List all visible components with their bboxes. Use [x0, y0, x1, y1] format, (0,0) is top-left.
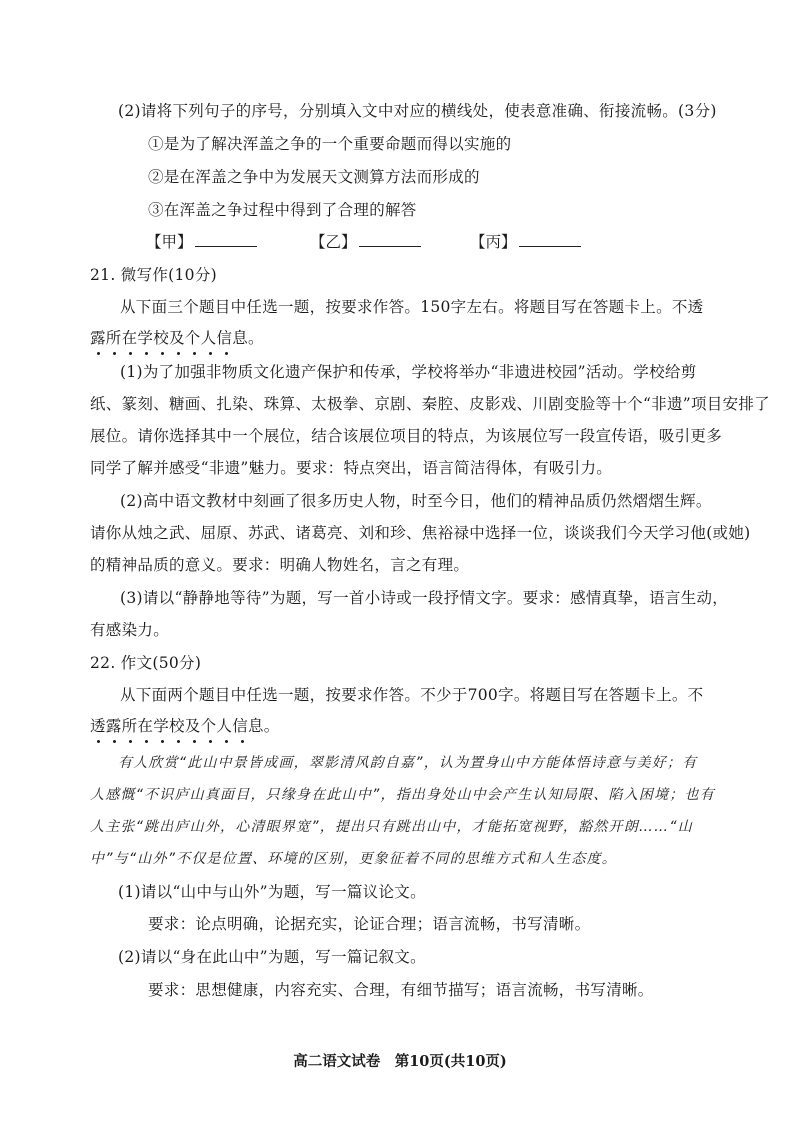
blank-jia-line [195, 230, 257, 247]
q20-option-2: ②是在浑盖之争中为发展天文测算方法而形成的 [148, 168, 480, 186]
q22-intro-line-1: 从下面两个题目中任选一题，按要求作答。不少于700字。将题目写在答题卡上。不 [120, 686, 704, 704]
emphasis-dot [193, 352, 196, 355]
q20-option-1: ①是为了解决浑盖之争的一个重要命题而得以实施的 [148, 135, 512, 153]
q22-material-line-3: 人主张“跳出庐山外，心清眼界宽”，提出只有跳出山中，才能拓宽视野，豁然开朗……“山 [90, 819, 693, 835]
emphasis-dot [129, 740, 132, 743]
blank-jia [146, 230, 257, 253]
emphasis-dot [209, 740, 212, 743]
q21-topic-1-line-3: 展位。请你选择其中一个展位，结合该展位项目的特点，为该展位写一段宣传语，吸引更多 [90, 427, 723, 445]
q21-heading: 21. 微写作(10分) [90, 266, 217, 284]
blank-jia-label: 【甲】 [146, 233, 193, 251]
blank-bing-line [519, 230, 581, 247]
emphasis-dot [97, 740, 100, 743]
q22-topic-2-title: (2)请以“身在此山中”为题，写一篇记叙文。 [118, 948, 426, 966]
q20-option-3: ③在浑盖之争过程中得到了合理的解答 [148, 201, 417, 219]
emphasis-dot [209, 352, 212, 355]
blank-bing-label: 【丙】 [470, 233, 517, 251]
emphasis-dot [225, 740, 228, 743]
q22-topic-2-requirements: 要求：思想健康，内容充实、合理，有细节描写；语言流畅，书写清晰。 [148, 981, 654, 999]
emphasis-dot [177, 352, 180, 355]
q22-material-line-2: 人感慨“不识庐山真面目，只缘身在此山中”，指出身处山中会产生认知局限、陷入困境；也有 [90, 787, 715, 803]
emphasis-dot [177, 740, 180, 743]
q21-topic-2-line-2: 请你从烛之武、屈原、苏武、诸葛亮、刘和珍、焦裕禄中选择一位，谈谈我们今天学习他(或她) [90, 524, 751, 542]
q21-topic-2-line-3: 的精神品质的意义。要求：明确人物姓名，言之有理。 [90, 556, 470, 574]
q21-intro-line-1: 从下面三个题目中任选一题，按要求作答。150字左右。将题目写在答题卡上。不透 [120, 298, 704, 316]
blank-bing [470, 230, 581, 253]
q22-topic-1-requirements: 要求：论点明确，论据充实，论证合理；语言流畅，书写清晰。 [148, 915, 591, 933]
emphasis-dot [113, 740, 116, 743]
page-footer: 高二语文试卷 第10页(共10页) [293, 1053, 507, 1070]
q21-topic-1-line-1: (1)为了加强非物质文化遗产保护和传承，学校将举办“非遗进校园”活动。学校给剪 [120, 363, 697, 381]
blank-yi-label: 【乙】 [310, 233, 357, 251]
q22-material-line-4: 中”与“山外”不仅是位置、环境的区别，更象征着不同的思维方式和人生态度。 [90, 851, 617, 867]
emphasis-dot [145, 740, 148, 743]
q20-part2-prompt: (2)请将下列句子的序号，分别填入文中对应的横线处，使表意准确、衔接流畅。(3分) [118, 102, 717, 120]
emphasis-dot [129, 352, 132, 355]
emphasis-dot [161, 352, 164, 355]
emphasis-dots [92, 740, 272, 744]
emphasis-dot [145, 352, 148, 355]
q22-heading: 22. 作文(50分) [90, 654, 202, 672]
q21-topic-2-line-1: (2)高中语文教材中刻画了很多历史人物，时至今日，他们的精神品质仍然熠熠生辉。 [120, 492, 712, 510]
emphasis-dot [225, 352, 228, 355]
emphasis-dot [161, 740, 164, 743]
emphasis-dots [92, 352, 252, 356]
q22-topic-1-title: (1)请以“山中与山外”为题，写一篇议论文。 [118, 883, 426, 901]
q21-topic-1-line-2: 纸、篆刻、糖画、扎染、珠算、太极拳、京剧、秦腔、皮影戏、川剧变脸等十个“非遗”项目安排了 [90, 395, 770, 413]
emphasis-dot [241, 740, 244, 743]
q22-intro-line-2: 透露所在学校及个人信息。 [90, 717, 280, 735]
q22-material-line-1: 有人欣赏“此山中景皆成画，翠影清风韵自嘉”，认为置身山中方能体悟诗意与美好；有 [118, 755, 698, 771]
q21-intro-line-2: 露所在学校及个人信息。 [90, 329, 264, 347]
emphasis-dot [97, 352, 100, 355]
q20-answer-blanks [0, 230, 800, 254]
q21-topic-3-line-2: 有感染力。 [90, 621, 170, 639]
emphasis-dot [193, 740, 196, 743]
q21-topic-1-line-4: 同学了解并感受“非遗”魅力。要求：特点突出，语言简洁得体，有吸引力。 [90, 459, 613, 477]
q21-topic-3-line-1: (3)请以“静静地等待”为题，写一首小诗或一段抒情文字。要求：感情真挚，语言生动， [120, 589, 729, 607]
blank-yi-line [359, 230, 421, 247]
emphasis-dot [113, 352, 116, 355]
blank-yi [310, 230, 421, 253]
